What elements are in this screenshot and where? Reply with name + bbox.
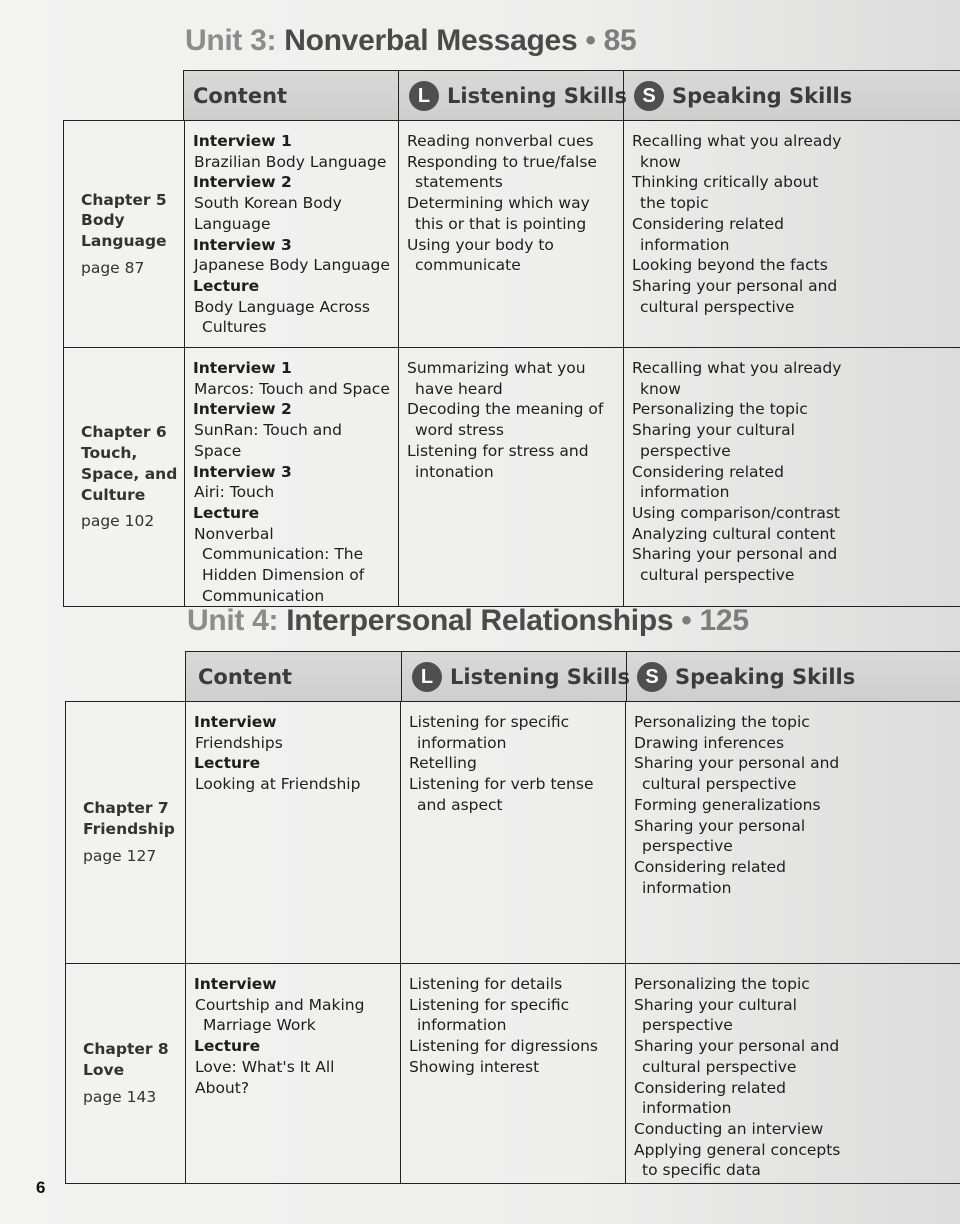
table-row — [64, 348, 960, 607]
unit-4-title-prefix: Unit 4: — [187, 604, 287, 637]
chapter-name: Body Language — [81, 211, 167, 250]
listening-skill-item: Listening for specific information — [409, 995, 570, 1035]
speaking-skill-item: Personalizing the topic — [634, 713, 810, 731]
content-title: Friendships — [195, 733, 283, 752]
listening-skill-item: Summarizing what you have heard — [407, 359, 586, 398]
speaking-skill-item: Drawing inferences — [634, 733, 785, 752]
chapter-number: Chapter 7 — [83, 799, 169, 818]
content-label: Interview 1 — [193, 359, 292, 377]
speaking-skill-item: Considering related information — [634, 1078, 786, 1118]
content-title: South Korean Body Language — [194, 194, 342, 233]
chapter-name: Friendship — [83, 820, 175, 839]
speaking-skill-item: Sharing your personal and cultural perspective — [632, 545, 838, 585]
content-header: Content — [193, 84, 288, 108]
unit-4-table — [65, 701, 960, 1184]
speaking-skill-item: Considering related information — [632, 462, 784, 502]
speaking-skill-item: Recalling what you already know — [632, 132, 842, 171]
listening-skill-item: Retelling — [409, 754, 477, 773]
chapter-name: Touch, Space, and Culture — [81, 444, 178, 504]
speaking-skills-header — [626, 652, 960, 702]
content-label: Interview 1 — [193, 132, 292, 150]
speaking-skill-item: Sharing your personal and cultural perspective — [632, 276, 838, 316]
chapter-name: Love — [83, 1061, 125, 1080]
unit-3-title — [185, 24, 636, 58]
content-cell — [185, 348, 399, 607]
content-label: Interview — [194, 713, 277, 731]
unit-4-header-bar — [185, 651, 960, 702]
speaking-cell — [624, 348, 960, 607]
listening-skill-item: Responding to true/false statements — [407, 152, 597, 192]
listening-cell — [401, 702, 626, 964]
content-label: Interview 3 — [193, 235, 292, 254]
content-cell — [185, 121, 399, 348]
speaking-skill-item: Thinking critically about the topic — [632, 173, 819, 213]
speaking-badge-icon: S — [637, 662, 667, 692]
chapter-number: Chapter 6 — [81, 423, 167, 442]
unit-3-table — [63, 120, 960, 607]
listening-cell — [399, 348, 624, 607]
unit-4-title-bullet: • — [681, 604, 692, 637]
content-title: Body Language Across Cultures — [194, 297, 370, 337]
speaking-skill-item: Looking beyond the facts — [632, 256, 828, 275]
speaking-skill-item: Conducting an interview — [634, 1119, 824, 1138]
content-cell — [186, 964, 401, 1184]
content-label: Interview 2 — [193, 400, 292, 419]
content-title: Japanese Body Language — [194, 256, 390, 275]
chapter-cell — [64, 348, 185, 607]
speaking-cell — [626, 702, 960, 964]
listening-skills-header — [401, 652, 630, 702]
content-cell — [186, 702, 401, 964]
speaking-cell — [624, 121, 960, 348]
content-label: Lecture — [194, 754, 261, 773]
unit-4-title-name: Interpersonal Relationships — [286, 604, 674, 637]
speaking-skills-header — [623, 71, 960, 121]
speaking-skill-item: Applying general concepts to specific data — [634, 1140, 841, 1180]
speaking-skill-item: Sharing your cultural perspective — [634, 995, 797, 1035]
speaking-skill-item: Forming generalizations — [634, 795, 821, 814]
content-label: Lecture — [193, 503, 260, 522]
content-title: Courtship and Making Marriage Work — [195, 995, 365, 1035]
listening-skill-item: Listening for verb tense and aspect — [409, 775, 594, 814]
unit-3-title-prefix: Unit 3: — [185, 24, 285, 57]
content-label: Interview 2 — [193, 173, 292, 192]
listening-skill-item: Listening for digressions — [409, 1037, 598, 1056]
unit-3-title-page: 85 — [603, 24, 637, 57]
content-label: Interview — [194, 975, 277, 993]
content-label: Lecture — [193, 276, 260, 295]
unit-4-title-page: 125 — [699, 604, 749, 637]
table-row — [66, 964, 960, 1184]
listening-skill-item: Reading nonverbal cues — [407, 132, 594, 150]
unit-3-header-bar — [183, 70, 960, 121]
speaking-skill-item: Analyzing cultural content — [632, 524, 836, 543]
speaking-skill-item: Sharing your personal perspective — [634, 816, 806, 856]
listening-skill-item: Listening for details — [409, 975, 563, 993]
speaking-skill-item: Personalizing the topic — [634, 975, 810, 993]
speaking-skill-item: Considering related information — [632, 214, 784, 254]
page-number: 6 — [36, 1178, 46, 1197]
listening-skill-item: Using your body to communicate — [407, 235, 554, 275]
content-title: Love: What's It All About? — [195, 1057, 335, 1097]
chapter-page: page 87 — [81, 258, 145, 277]
speaking-skills-header-label: Speaking Skills — [672, 84, 853, 108]
listening-skill-item: Decoding the meaning of word stress — [407, 400, 604, 440]
listening-badge-icon: L — [412, 662, 442, 692]
speaking-skill-item: Sharing your personal and cultural perspective — [634, 1037, 840, 1076]
content-title: Marcos: Touch and Space — [194, 379, 390, 398]
speaking-skill-item: Considering related information — [634, 857, 786, 897]
content-title: Brazilian Body Language — [194, 152, 387, 171]
speaking-badge-icon: S — [634, 81, 664, 111]
speaking-skill-item: Sharing your cultural perspective — [632, 421, 795, 460]
unit-3-title-name: Nonverbal Messages — [284, 24, 578, 57]
listening-skill-item: Listening for specific information — [409, 713, 570, 752]
speaking-skill-item: Sharing your personal and cultural perspective — [634, 754, 840, 794]
chapter-page: page 102 — [81, 512, 155, 531]
listening-cell — [401, 964, 626, 1184]
speaking-skill-item: Using comparison/contrast — [632, 503, 840, 522]
listening-skill-item: Showing interest — [409, 1057, 540, 1076]
unit-3-title-bullet: • — [585, 24, 596, 57]
chapter-number: Chapter 8 — [83, 1040, 169, 1059]
speaking-skill-item: Personalizing the topic — [632, 400, 808, 419]
unit-4-title — [187, 604, 749, 638]
listening-skills-header-label: Listening Skills — [447, 84, 627, 108]
chapter-cell — [66, 702, 186, 964]
speaking-skills-header-label: Speaking Skills — [675, 665, 856, 689]
listening-skill-item: Listening for stress and intonation — [407, 441, 589, 481]
chapter-cell — [64, 121, 185, 348]
table-row — [64, 121, 960, 348]
listening-skill-item: Determining which way this or that is pointing — [407, 194, 590, 233]
chapter-cell — [66, 964, 186, 1184]
listening-skills-header-label: Listening Skills — [450, 665, 630, 689]
content-title: Looking at Friendship — [195, 775, 361, 794]
speaking-skill-item: Recalling what you already know — [632, 359, 842, 398]
listening-skills-header — [398, 71, 627, 121]
content-title: Nonverbal Communication: The Hidden Dimension of Communication — [194, 524, 365, 605]
content-title: SunRan: Touch and Space — [194, 421, 342, 460]
listening-badge-icon: L — [409, 81, 439, 111]
content-title: Airi: Touch — [194, 483, 275, 502]
content-header: Content — [198, 665, 293, 689]
chapter-page: page 143 — [83, 1087, 157, 1106]
table-row — [66, 702, 960, 964]
listening-cell — [399, 121, 624, 348]
chapter-page: page 127 — [83, 846, 157, 865]
chapter-number: Chapter 5 — [81, 190, 167, 209]
speaking-cell — [626, 964, 960, 1184]
content-label: Lecture — [194, 1037, 261, 1056]
content-label: Interview 3 — [193, 462, 292, 481]
